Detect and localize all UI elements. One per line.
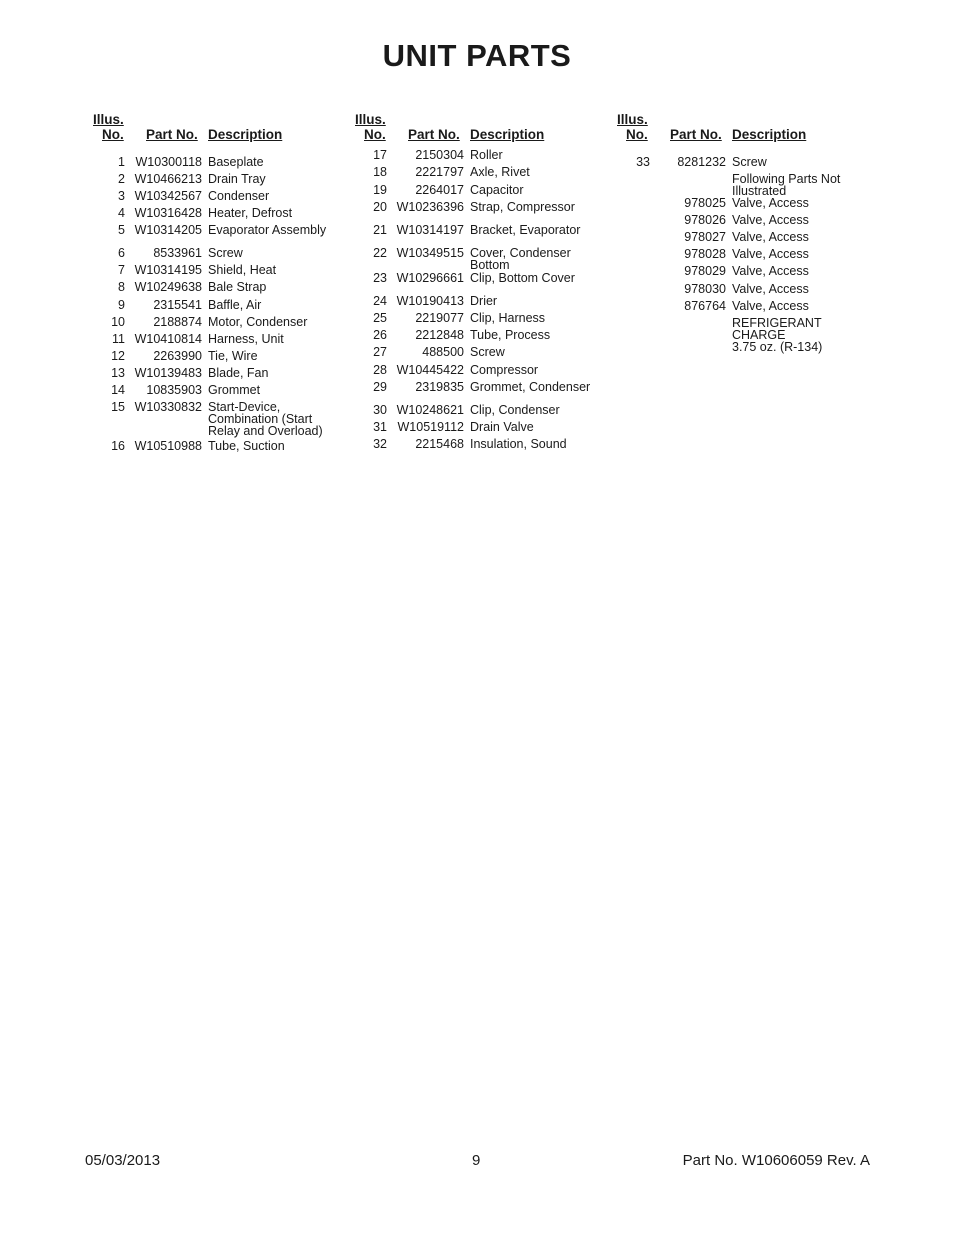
part-number: 978030 (684, 282, 726, 296)
part-description: Valve, Access (732, 230, 809, 244)
illus-number: 7 (118, 263, 125, 277)
illus-number: 1 (118, 155, 125, 169)
part-number: 2212848 (415, 328, 464, 342)
part-number: W10519112 (397, 420, 464, 434)
part-description: Valve, Access (732, 196, 809, 210)
part-description: REFRIGERANT CHARGE 3.75 oz. (R-134) (732, 316, 823, 354)
part-number: 2263990 (153, 349, 202, 363)
footer-part-number: Part No. W10606059 Rev. A (682, 1152, 870, 1169)
footer-date: 05/03/2013 (85, 1152, 161, 1169)
part-description: Condenser (208, 189, 270, 203)
part-description: Drier (470, 294, 498, 308)
illus-number: 13 (111, 366, 125, 380)
part-number: W10236396 (396, 200, 464, 214)
part-description: Insulation, Sound (470, 437, 567, 451)
parts-column-2 (352, 110, 602, 451)
part-description: Bracket, Evaporator (470, 223, 581, 237)
part-description: Tube, Suction (208, 439, 285, 453)
part-description: Grommet (208, 383, 261, 397)
part-number: W10190413 (396, 294, 464, 308)
part-description: Harness, Unit (208, 332, 284, 346)
header-illus: Illus. (355, 112, 386, 127)
illus-number: 30 (373, 403, 387, 417)
part-description: Axle, Rivet (470, 165, 530, 179)
part-description: Heater, Defrost (208, 206, 293, 220)
part-description: Drain Tray (208, 172, 266, 186)
part-description: Strap, Compressor (470, 200, 575, 214)
part-description: Roller (470, 148, 503, 162)
illus-number: 31 (373, 420, 387, 434)
part-description: Blade, Fan (208, 366, 269, 380)
part-number: 2221797 (415, 165, 464, 179)
part-number: W10314197 (396, 223, 464, 237)
part-number: 2215468 (415, 437, 464, 451)
part-description: Tube, Process (470, 328, 551, 342)
part-number: W10248621 (396, 403, 464, 417)
header-illus: Illus. (93, 112, 124, 127)
part-description: Clip, Bottom Cover (470, 271, 575, 285)
illus-number: 4 (118, 206, 125, 220)
part-number: 978026 (684, 213, 726, 227)
part-description: Screw (470, 345, 505, 359)
illus-number: 2 (118, 172, 125, 186)
part-description: Start-Device, Combination (Start Relay and Overload) (208, 400, 323, 438)
column-header (352, 110, 602, 146)
part-number: W10445422 (396, 363, 464, 377)
header-no: No. (626, 127, 648, 142)
illus-number: 12 (111, 349, 125, 363)
part-number: W10139483 (134, 366, 202, 380)
illus-number: 23 (373, 271, 387, 285)
part-number: 2219077 (415, 311, 464, 325)
illus-number: 11 (112, 332, 125, 346)
part-description: Following Parts Not Illustrated (732, 172, 841, 198)
part-description: Clip, Harness (470, 311, 546, 325)
illus-number: 26 (373, 328, 387, 342)
part-description: Screw (208, 246, 243, 260)
part-number: 2264017 (415, 183, 464, 197)
part-number: W10330832 (134, 400, 202, 414)
part-description: Screw (732, 155, 767, 169)
illus-number: 21 (373, 223, 387, 237)
column-header (90, 110, 340, 146)
part-description: Capacitor (470, 183, 524, 197)
illus-number: 32 (373, 437, 387, 451)
footer-page-number: 9 (472, 1152, 481, 1169)
header-description: Description (470, 127, 545, 142)
part-description: Valve, Access (732, 282, 809, 296)
part-description: Clip, Condenser (470, 403, 560, 417)
part-number: W10510988 (134, 439, 202, 453)
part-description: Tie, Wire (208, 349, 258, 363)
part-number: W10316428 (134, 206, 202, 220)
part-description: Baffle, Air (208, 298, 262, 312)
header-part-no: Part No. (146, 127, 198, 142)
part-number: W10314195 (134, 263, 202, 277)
part-number: W10466213 (134, 172, 202, 186)
parts-column-3 (614, 110, 864, 354)
part-number: 8533961 (153, 246, 202, 260)
illus-number: 6 (118, 246, 125, 260)
part-number: 876764 (684, 299, 726, 313)
part-description: Evaporator Assembly (208, 223, 327, 237)
illus-number: 8 (118, 280, 125, 294)
column-header (614, 110, 864, 146)
part-number: 978028 (684, 247, 726, 261)
part-number: 2319835 (415, 380, 464, 394)
illus-number: 27 (373, 345, 387, 359)
illus-number: 10 (111, 315, 125, 329)
page-title: UNIT PARTS (382, 38, 572, 73)
part-number: W10314205 (134, 223, 202, 237)
illus-number: 18 (373, 165, 387, 179)
header-no: No. (102, 127, 124, 142)
part-number: W10342567 (134, 189, 202, 203)
illus-number: 5 (118, 223, 125, 237)
illus-number: 9 (118, 298, 125, 312)
part-number: W10300118 (135, 155, 202, 169)
part-description: Cover, Condenser Bottom (470, 246, 571, 272)
illus-number: 14 (111, 383, 125, 397)
part-description: Motor, Condenser (208, 315, 308, 329)
part-description: Valve, Access (732, 264, 809, 278)
illus-number: 33 (636, 155, 650, 169)
part-number: 978025 (684, 196, 726, 210)
part-number: 978029 (684, 264, 726, 278)
part-number: 2150304 (415, 148, 464, 162)
part-number: 8281232 (677, 155, 726, 169)
illus-number: 24 (373, 294, 387, 308)
part-description: Shield, Heat (208, 263, 277, 277)
illus-number: 19 (373, 183, 387, 197)
illus-number: 20 (373, 200, 387, 214)
illus-number: 25 (373, 311, 387, 325)
illus-number: 16 (111, 439, 125, 453)
parts-column-1 (90, 110, 340, 453)
part-number: 978027 (684, 230, 726, 244)
part-number: W10296661 (396, 271, 464, 285)
illus-number: 28 (373, 363, 387, 377)
illus-number: 29 (373, 380, 387, 394)
part-number: W10249638 (134, 280, 202, 294)
illus-number: 3 (118, 189, 125, 203)
header-part-no: Part No. (408, 127, 460, 142)
part-number: 2188874 (153, 315, 202, 329)
header-part-no: Part No. (670, 127, 722, 142)
header-illus: Illus. (617, 112, 648, 127)
part-number: 2315541 (153, 298, 202, 312)
illus-number: 15 (111, 400, 125, 414)
header-description: Description (208, 127, 283, 142)
part-description: Grommet, Condenser (470, 380, 591, 394)
part-description: Drain Valve (470, 420, 534, 434)
part-number: W10410814 (134, 332, 202, 346)
header-description: Description (732, 127, 807, 142)
part-number: W10349515 (396, 246, 464, 260)
part-description: Baseplate (208, 155, 264, 169)
illus-number: 22 (373, 246, 387, 260)
part-description: Valve, Access (732, 299, 809, 313)
part-description: Valve, Access (732, 213, 809, 227)
part-description: Bale Strap (208, 280, 267, 294)
illus-number: 17 (373, 148, 387, 162)
part-number: 488500 (422, 345, 464, 359)
part-description: Valve, Access (732, 247, 809, 261)
part-number: 10835903 (146, 383, 202, 397)
header-no: No. (364, 127, 386, 142)
part-description: Compressor (470, 363, 539, 377)
